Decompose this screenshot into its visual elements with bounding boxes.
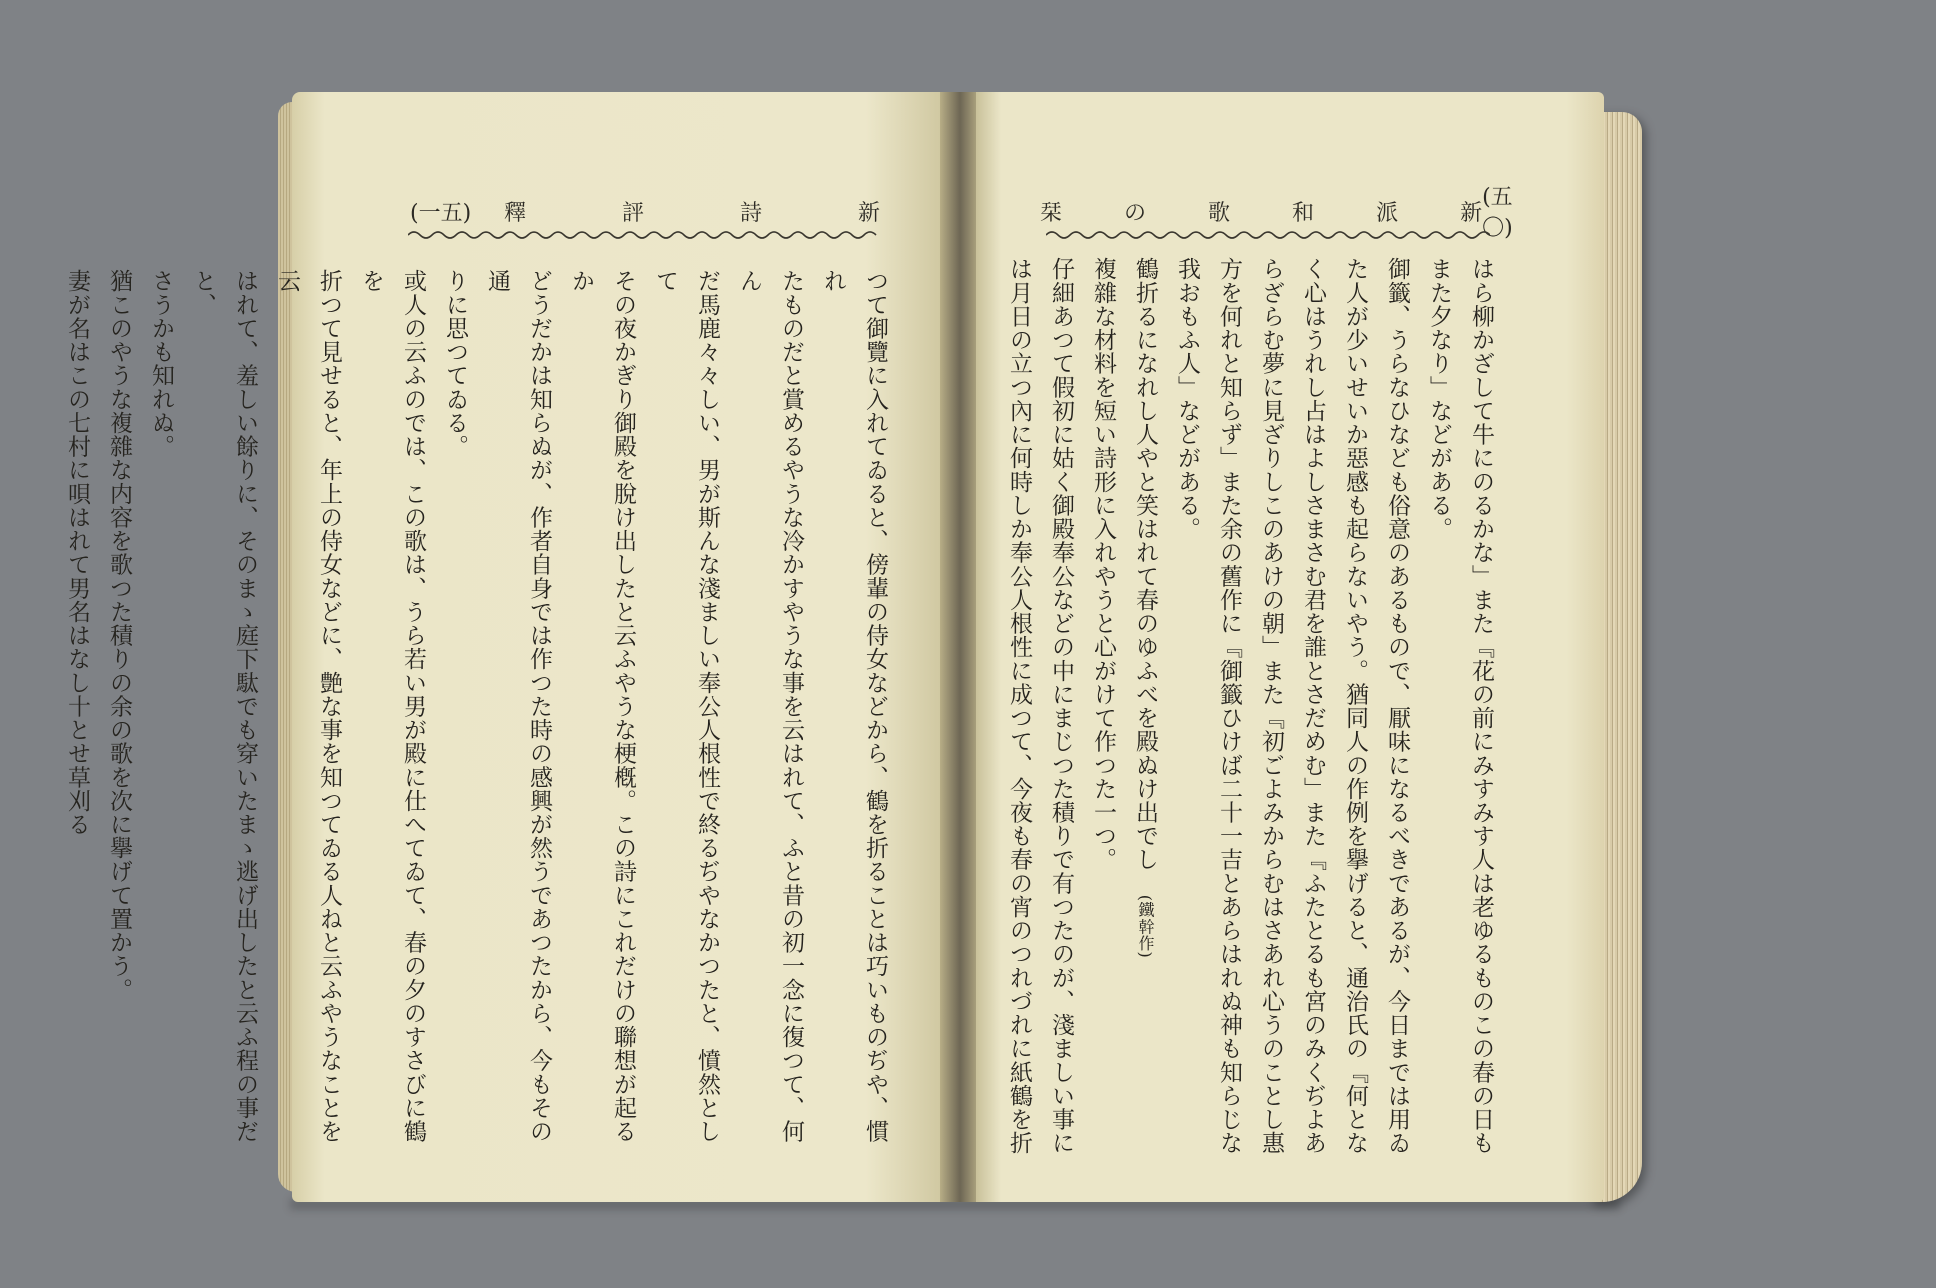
text-column: は月日の立つ內に何時しか奉公人根性に成つて、今夜も春の宵のつれづれに紙鶴を折: [1006, 257, 1032, 1155]
left-header-char: 詩: [739, 200, 762, 226]
text-column: 折つて見せると、年上の侍女などに、艶な事を知つてゐる人ねと云ふやうなことを云: [274, 269, 342, 1143]
poem-column: [1124, 257, 1166, 1167]
text-column: 仔細あつて假初に姑く御殿奉公などの中にまじつた積りで有つたのが、淺ましい事に: [1048, 257, 1074, 1155]
right-header-title: [1040, 196, 1482, 227]
right-body-text: [1006, 257, 1502, 1167]
text-column: はら柳かざして牛にのるかな」また『花の前にみすみす人は老ゆるものこの春の日も: [1468, 257, 1494, 1155]
right-header-char: 新: [1460, 200, 1483, 226]
text-column: どうだかは知らぬが、作者自身では作つた時の感興が然うであつたから、今もその通: [484, 269, 552, 1143]
text-column: 或人の云ふのでは、この歌は、うら若い男が殿に仕へてゐて、春の夕のすさびに鶴を: [358, 269, 426, 1143]
right-header-char: 和: [1292, 200, 1315, 226]
poem-text: 鶴折るになれし人やと笑はれて春のゆふべを殿ぬけ出でし: [1132, 257, 1158, 872]
left-page: [64, 92, 944, 1202]
text-column: その夜かぎり御殿を脫け出したと云ふやうな梗槪。この詩にこれだけの聯想が起るか: [568, 269, 636, 1143]
text-column: つて御覽に入れてゐると、傍輩の侍女などから、鶴を折ることは巧いものぢや、慣れ: [820, 269, 888, 1143]
left-wavy-rule: [408, 228, 882, 242]
text-column: 我おもふ人」などがある。: [1174, 257, 1200, 541]
right-header-char: の: [1124, 200, 1147, 226]
poem-byline: (鐵幹作): [1136, 894, 1155, 959]
right-header-char: 歌: [1208, 200, 1231, 226]
text-column: 猶このやうな複雜な内容を歌つた積りの余の歌を次に擧げて置かう。: [106, 269, 132, 1002]
text-column: らざらむ夢に見ざりしこのあけの朝」また『初ごよみからむはさあれ心うのことし惠: [1258, 257, 1284, 1155]
text-column: また夕なり」などがある。: [1426, 257, 1452, 541]
left-header-char: 新: [857, 200, 880, 226]
right-page: [976, 92, 1604, 1202]
text-column: りに思つてゐる。: [442, 269, 468, 458]
left-running-head: [410, 197, 880, 225]
left-header-title: [504, 196, 880, 227]
text-column: はれて、羞しい餘りに、そのまゝ庭下駄でも穿いたまゝ逃げ出したと云ふ程の事だと、: [190, 269, 258, 1143]
text-column: く心はうれし占はよしさまさむ君を誰とさだめむ」また『ふたとるも宮のみくぢよあ: [1300, 257, 1326, 1155]
text-column: だ馬鹿々々しい、男が斯んな淺ましい奉公人根性で終るぢやなかつたと、憤然として: [652, 269, 720, 1143]
text-column: た人が少いせいか惡感も起らないやう。猶同人の作例を擧げると、通治氏の『何とな: [1342, 257, 1368, 1155]
right-wavy-rule: [1046, 228, 1490, 242]
poem-column: 妻が名はこの七村に唄はれて男名はなし十とせ草刈る: [64, 269, 90, 836]
right-header-char: 派: [1376, 200, 1399, 226]
right-running-head: [1040, 185, 1513, 241]
left-body-text: [64, 269, 896, 1149]
right-header-char: 栞: [1040, 200, 1063, 226]
left-header-char: 釋: [503, 200, 526, 226]
text-column: 複雜な材料を短い詩形に入れやうと心がけて作つた一つ。: [1090, 257, 1116, 872]
text-column: さうかも知れぬ。: [148, 269, 174, 458]
left-page-number: (一五): [410, 200, 472, 226]
text-column: たものだと賞めるやうな冷かすやうな事を云はれて、ふと昔の初一念に復つて、何ん: [736, 269, 804, 1143]
right-page-number: (五〇): [1482, 185, 1513, 241]
book-gutter: [940, 92, 980, 1202]
text-column: 御籤、うらなひなども俗意のあるもので、厭味になるべきであるが、今日までは用ゐ: [1384, 257, 1410, 1155]
text-column: 方を何れと知らず」また余の舊作に『御籤ひけば二十一吉とあらはれぬ神も知らじな: [1216, 257, 1242, 1155]
left-header-char: 評: [621, 200, 644, 226]
open-book: [64, 92, 1660, 1204]
